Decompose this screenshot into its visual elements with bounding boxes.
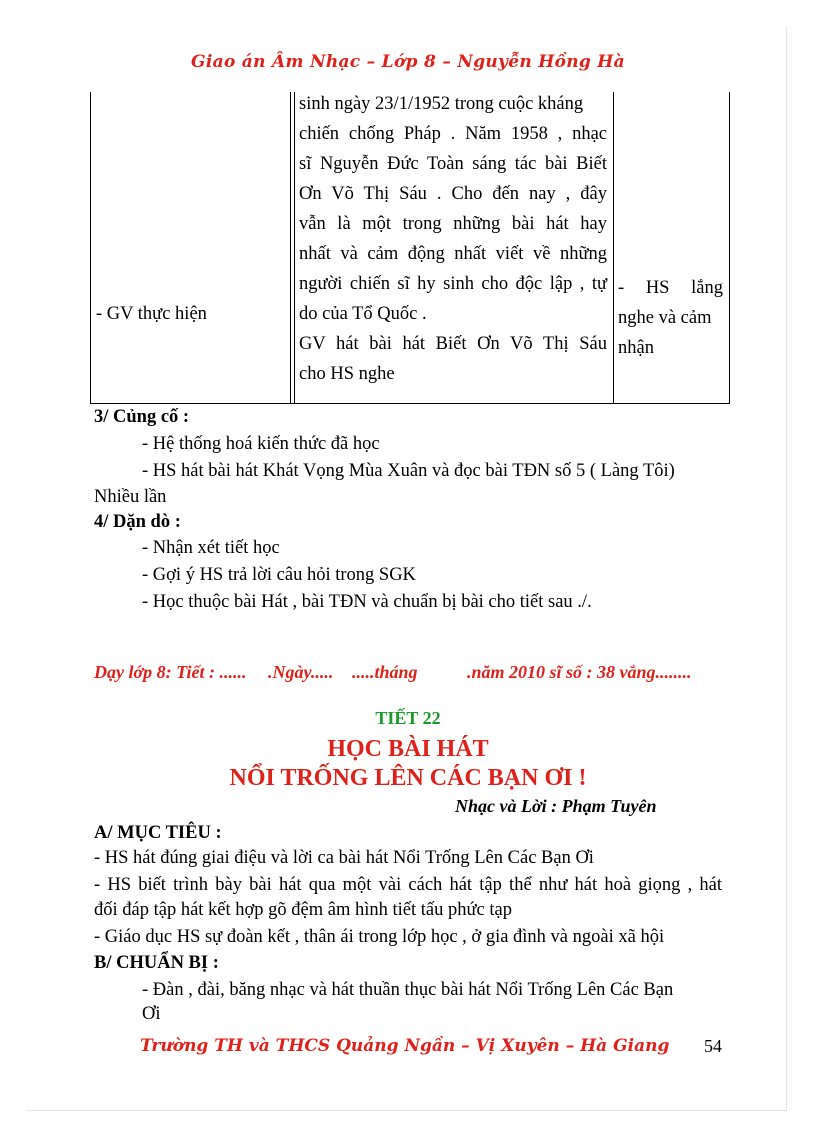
consolidation-item: - Hệ thống hoá kiến thức đã học: [142, 434, 380, 454]
table-middle-line: người chiến sĩ hy sinh cho độc lập , tự: [299, 274, 607, 294]
table-right-line: - HS lắng: [618, 278, 723, 298]
table-border-right: [729, 92, 730, 404]
table-middle-line: sinh ngày 23/1/1952 trong cuộc kháng: [299, 94, 584, 114]
table-middle-line: nhất và cảm động nhất viết về những: [299, 244, 607, 264]
table-right-line: nghe và cảm: [618, 308, 712, 328]
schedule-class: Dạy lớp 8: Tiết : ......: [94, 662, 247, 682]
table-right-cell: [618, 273, 723, 363]
preparation-item: - Đàn , đài, băng nhạc và hát thuần thục bài hát Nổi Trống Lên Các Bạn: [142, 980, 674, 1000]
table-middle-line: do của Tổ Quốc .: [299, 304, 427, 324]
objectives-heading: A/ MỤC TIÊU :: [94, 823, 222, 843]
homework-item: - Nhận xét tiết học: [142, 538, 280, 558]
table-border-left: [90, 92, 91, 404]
table-right-line: nhận: [618, 338, 654, 358]
schedule-year: .năm 2010 sĩ số : 38 vắng........: [467, 662, 692, 682]
table-middle-line: GV hát bài hát Biết Ơn Võ Thị Sáu: [299, 334, 607, 354]
homework-heading: 4/ Dặn dò :: [94, 512, 181, 532]
table-middle-line: vẫn là một trong những bài hát hay: [299, 214, 607, 234]
objective-item: - HS biết trình bày bài hát qua một vài cách hát tập thể như hát hoà giọng , hát: [94, 875, 722, 895]
objective-item: đối đáp tập hát kết hợp gõ đệm âm hình tiết tấu phức tạp: [94, 900, 512, 920]
consolidation-heading: 3/ Củng cố :: [94, 407, 190, 427]
song-author: Nhạc và Lời : Phạm Tuyên: [455, 796, 657, 816]
consolidation-item: Nhiều lần: [94, 487, 167, 507]
table-border-bottom: [90, 403, 730, 404]
objective-item: - HS hát đúng giai điệu và lời ca bài hát Nổi Trống Lên Các Bạn Ơi: [94, 848, 594, 868]
lesson-title-2: NỔI TRỐNG LÊN CÁC BẠN ƠI !: [229, 765, 587, 791]
objective-item: - Giáo dục HS sự đoàn kết , thân ái trong lớp học , ở gia đình và ngoài xã hội: [94, 927, 665, 947]
table-middle-line: chiến chống Pháp . Năm 1958 , nhạc: [299, 124, 607, 144]
table-middle-line: Ơn Võ Thị Sáu . Cho đến nay , đây: [299, 184, 607, 204]
footer-school: Trường TH và THCS Quảng Ngần – Vị Xuyên – Hà Giang: [140, 1036, 670, 1056]
lesson-title-1: HỌC BÀI HÁT: [327, 736, 489, 762]
preparation-item: Ơi: [142, 1004, 161, 1024]
page-number: 54: [704, 1036, 722, 1056]
header-title: Giao án Âm Nhạc – Lớp 8 – Nguyễn Hồng Hà: [191, 52, 625, 72]
table-left-cell: - GV thực hiện: [96, 304, 207, 324]
table-middle-line: cho HS nghe: [299, 364, 395, 384]
table-middle-line: sĩ Nguyễn Đức Toàn sáng tác bài Biết: [299, 154, 607, 174]
table-divider-3: [613, 92, 614, 404]
table-middle-cell: [299, 89, 607, 389]
preparation-heading: B/ CHUẨN BỊ :: [94, 953, 219, 973]
homework-item: - Học thuộc bài Hát , bài TĐN và chuẩn bị bài cho tiết sau ./.: [142, 592, 592, 612]
schedule-day: .Ngày.....: [268, 662, 334, 682]
homework-item: - Gợi ý HS trả lời câu hỏi trong SGK: [142, 565, 416, 585]
table-divider-1: [290, 92, 291, 404]
table-divider-2: [294, 92, 295, 404]
consolidation-item: - HS hát bài hát Khát Vọng Mùa Xuân và đọc bài TĐN số 5 ( Làng Tôi): [142, 461, 675, 481]
lesson-period: TIẾT 22: [375, 708, 441, 728]
schedule-month: .....tháng: [352, 662, 418, 682]
